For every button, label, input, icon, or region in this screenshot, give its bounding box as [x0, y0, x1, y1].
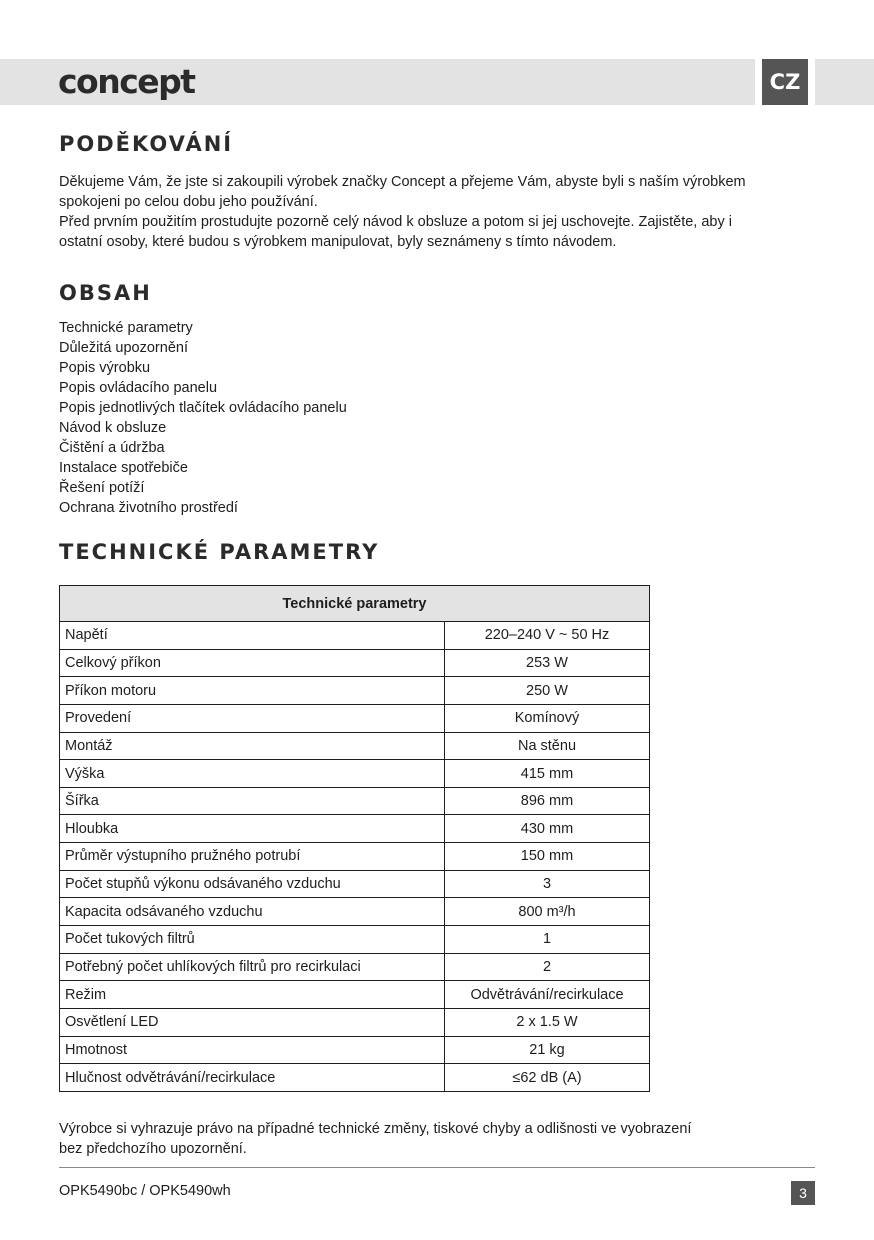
- param-label: Hlučnost odvětrávání/recirkulace: [60, 1064, 445, 1092]
- param-label: Celkový příkon: [60, 649, 445, 677]
- param-value: 250 W: [445, 677, 650, 705]
- param-label: Výška: [60, 760, 445, 788]
- param-value: 415 mm: [445, 760, 650, 788]
- table-row: [60, 1008, 650, 1036]
- header-divider: [755, 59, 762, 105]
- table-row: [60, 815, 650, 843]
- param-label: Hmotnost: [60, 1036, 445, 1064]
- language-badge: CZ: [762, 59, 808, 105]
- table-row: [60, 843, 650, 871]
- param-value: 150 mm: [445, 843, 650, 871]
- contents-item: Čištění a údržba: [59, 440, 165, 456]
- table-row: [60, 926, 650, 954]
- page-number: 3: [791, 1181, 815, 1205]
- param-value: ≤62 dB (A): [445, 1064, 650, 1092]
- section-title-contents: OBSAH: [59, 281, 152, 305]
- param-label: Šířka: [60, 787, 445, 815]
- tech-params-table: [59, 585, 650, 1092]
- thanks-line-2: spokojeni po celou dobu jeho používání.: [59, 194, 318, 210]
- param-label: Montáž: [60, 732, 445, 760]
- param-value: 896 mm: [445, 787, 650, 815]
- table-row: [60, 704, 650, 732]
- param-value: 2 x 1.5 W: [445, 1008, 650, 1036]
- param-label: Počet tukových filtrů: [60, 926, 445, 954]
- contents-item: Důležitá upozornění: [59, 340, 188, 356]
- param-value: 800 m³/h: [445, 898, 650, 926]
- contents-item: Návod k obsluze: [59, 420, 167, 436]
- table-row: [60, 981, 650, 1009]
- param-label: Provedení: [60, 704, 445, 732]
- table-row: [60, 787, 650, 815]
- contents-item: Řešení potíží: [59, 480, 145, 496]
- thanks-line-1: Děkujeme Vám, že jste si zakoupili výrobek značky Concept a přejeme Vám, abyste byli s naším výrobkem: [59, 174, 746, 190]
- param-value: 2: [445, 953, 650, 981]
- contents-item: Popis jednotlivých tlačítek ovládacího panelu: [59, 400, 347, 416]
- contents-item: Popis ovládacího panelu: [59, 380, 218, 396]
- param-label: Průměr výstupního pružného potrubí: [60, 843, 445, 871]
- table-row: [60, 870, 650, 898]
- param-label: Počet stupňů výkonu odsávaného vzduchu: [60, 870, 445, 898]
- contents-item: Instalace spotřebiče: [59, 460, 188, 476]
- param-value: 1: [445, 926, 650, 954]
- thanks-line-3: Před prvním použitím prostudujte pozorně celý návod k obsluze a potom si jej uschovejte. Zajistěte, aby i: [59, 214, 732, 230]
- param-value: 253 W: [445, 649, 650, 677]
- param-value: Komínový: [445, 704, 650, 732]
- contents-item: Ochrana životního prostředí: [59, 500, 238, 516]
- table-row: [60, 649, 650, 677]
- contents-item: Technické parametry: [59, 320, 193, 336]
- param-label: Kapacita odsávaného vzduchu: [60, 898, 445, 926]
- disclaimer-line-1: Výrobce si vyhrazuje právo na případné technické změny, tiskové chyby a odlišnosti ve vyobrazení: [59, 1121, 692, 1137]
- header-divider: [808, 59, 815, 105]
- table-row: [60, 1036, 650, 1064]
- table-row: [60, 760, 650, 788]
- table-row: [60, 953, 650, 981]
- disclaimer-line-2: bez předchozího upozornění.: [59, 1141, 247, 1157]
- model-number: OPK5490bc / OPK5490wh: [59, 1183, 231, 1199]
- footer-divider: [59, 1167, 815, 1168]
- param-value: Na stěnu: [445, 732, 650, 760]
- param-value: 220–240 V ~ 50 Hz: [445, 622, 650, 650]
- param-value: 3: [445, 870, 650, 898]
- param-label: Režim: [60, 981, 445, 1009]
- table-row: [60, 732, 650, 760]
- table-row: [60, 898, 650, 926]
- param-value: Odvětrávání/recirkulace: [445, 981, 650, 1009]
- section-title-tech: TECHNICKÉ PARAMETRY: [59, 540, 380, 564]
- table-row: [60, 622, 650, 650]
- param-label: Hloubka: [60, 815, 445, 843]
- param-label: Osvětlení LED: [60, 1008, 445, 1036]
- table-header: Technické parametry: [60, 586, 650, 622]
- table-row: [60, 677, 650, 705]
- param-label: Napětí: [60, 622, 445, 650]
- brand-logo: concept: [58, 62, 195, 101]
- contents-list: [59, 318, 347, 518]
- param-value: 430 mm: [445, 815, 650, 843]
- param-label: Potřebný počet uhlíkových filtrů pro recirkulaci: [60, 953, 445, 981]
- param-value: 21 kg: [445, 1036, 650, 1064]
- table-row: [60, 1064, 650, 1092]
- thanks-line-4: ostatní osoby, které budou s výrobkem manipulovat, byly seznámeny s tímto návodem.: [59, 234, 617, 250]
- section-title-thanks: PODĚKOVÁNÍ: [59, 132, 234, 156]
- contents-item: Popis výrobku: [59, 360, 151, 376]
- param-label: Příkon motoru: [60, 677, 445, 705]
